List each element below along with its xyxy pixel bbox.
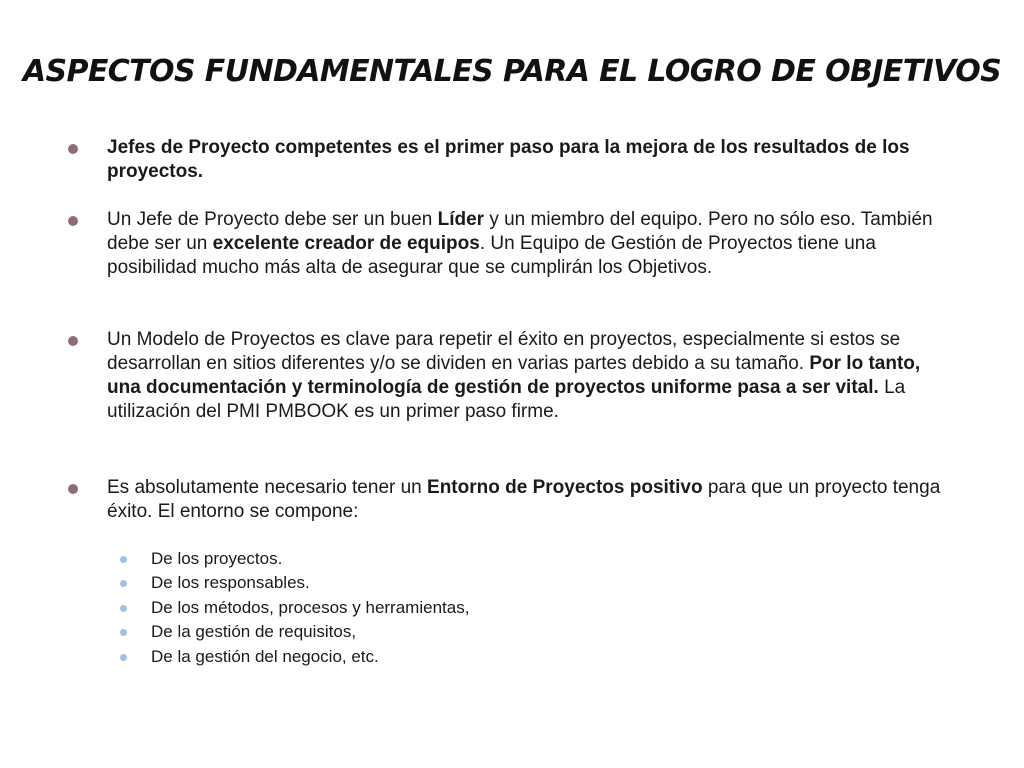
bullet-dot-icon	[68, 336, 78, 346]
sub-bullet-item	[151, 621, 851, 643]
slide-title: ASPECTOS FUNDAMENTALES PARA EL LOGRO DE OBJETIVOS	[22, 54, 1002, 89]
bullet-dot-icon	[68, 484, 78, 494]
bullet-dot-icon	[68, 144, 78, 154]
sub-bullet-item	[151, 548, 851, 570]
bullet-item	[107, 328, 957, 424]
bullet-emphasis: excelente creador de equipos	[212, 233, 480, 254]
bullet-emphasis: Por lo tanto, una documentación y terminología de gestión de proyectos uniforme pasa a ser vital.	[107, 353, 921, 398]
bullet-text: . Un Equipo de Gestión de Proyectos tiene una posibilidad mucho más alta de asegurar que se cumplirán los Objetivos.	[107, 233, 876, 278]
sub-bullet-text: De la gestión de requisitos,	[151, 622, 357, 641]
bullet-item	[107, 208, 957, 280]
sub-bullet-item	[151, 572, 851, 594]
bullet-emphasis: Líder	[437, 209, 485, 230]
bullet-item	[107, 476, 957, 524]
bullet-text: Un Jefe de Proyecto debe ser un buen	[107, 209, 438, 230]
sub-bullet-text: De los métodos, procesos y herramientas,	[151, 598, 470, 617]
sub-bullet-dot-icon	[120, 629, 127, 636]
bullet-text: y un miembro del equipo. Pero no sólo eso. También debe ser un	[107, 209, 933, 254]
sub-bullet-item	[151, 646, 851, 668]
bullet-text: La utilización del PMI PMBOOK es un primer paso firme.	[107, 377, 906, 422]
bullet-text: Jefes de Proyecto competentes es el primer paso para la mejora de los resultados de los proyectos.	[107, 137, 910, 182]
bullet-dot-icon	[68, 216, 78, 226]
sub-bullet-text: De los proyectos.	[151, 549, 283, 568]
sub-bullet-dot-icon	[120, 556, 127, 563]
bullet-text: Un Modelo de Proyectos es clave para repetir el éxito en proyectos, especialmente si estos se desarrollan en sitios diferentes y/o se dividen en varias partes debido a su tamaño.	[107, 329, 901, 374]
bullet-text: Es absolutamente necesario tener un	[107, 477, 428, 498]
bullet-text: para que un proyecto tenga éxito. El entorno se compone:	[107, 477, 941, 522]
bullet-emphasis: Entorno de Proyectos positivo	[427, 477, 703, 498]
sub-bullet-text: De los responsables.	[151, 573, 310, 592]
sub-bullet-dot-icon	[120, 605, 127, 612]
sub-bullet-dot-icon	[120, 580, 127, 587]
sub-bullet-item	[151, 597, 851, 619]
bullet-item	[107, 136, 957, 184]
sub-bullet-text: De la gestión del negocio, etc.	[151, 647, 379, 666]
sub-bullet-dot-icon	[120, 654, 127, 661]
